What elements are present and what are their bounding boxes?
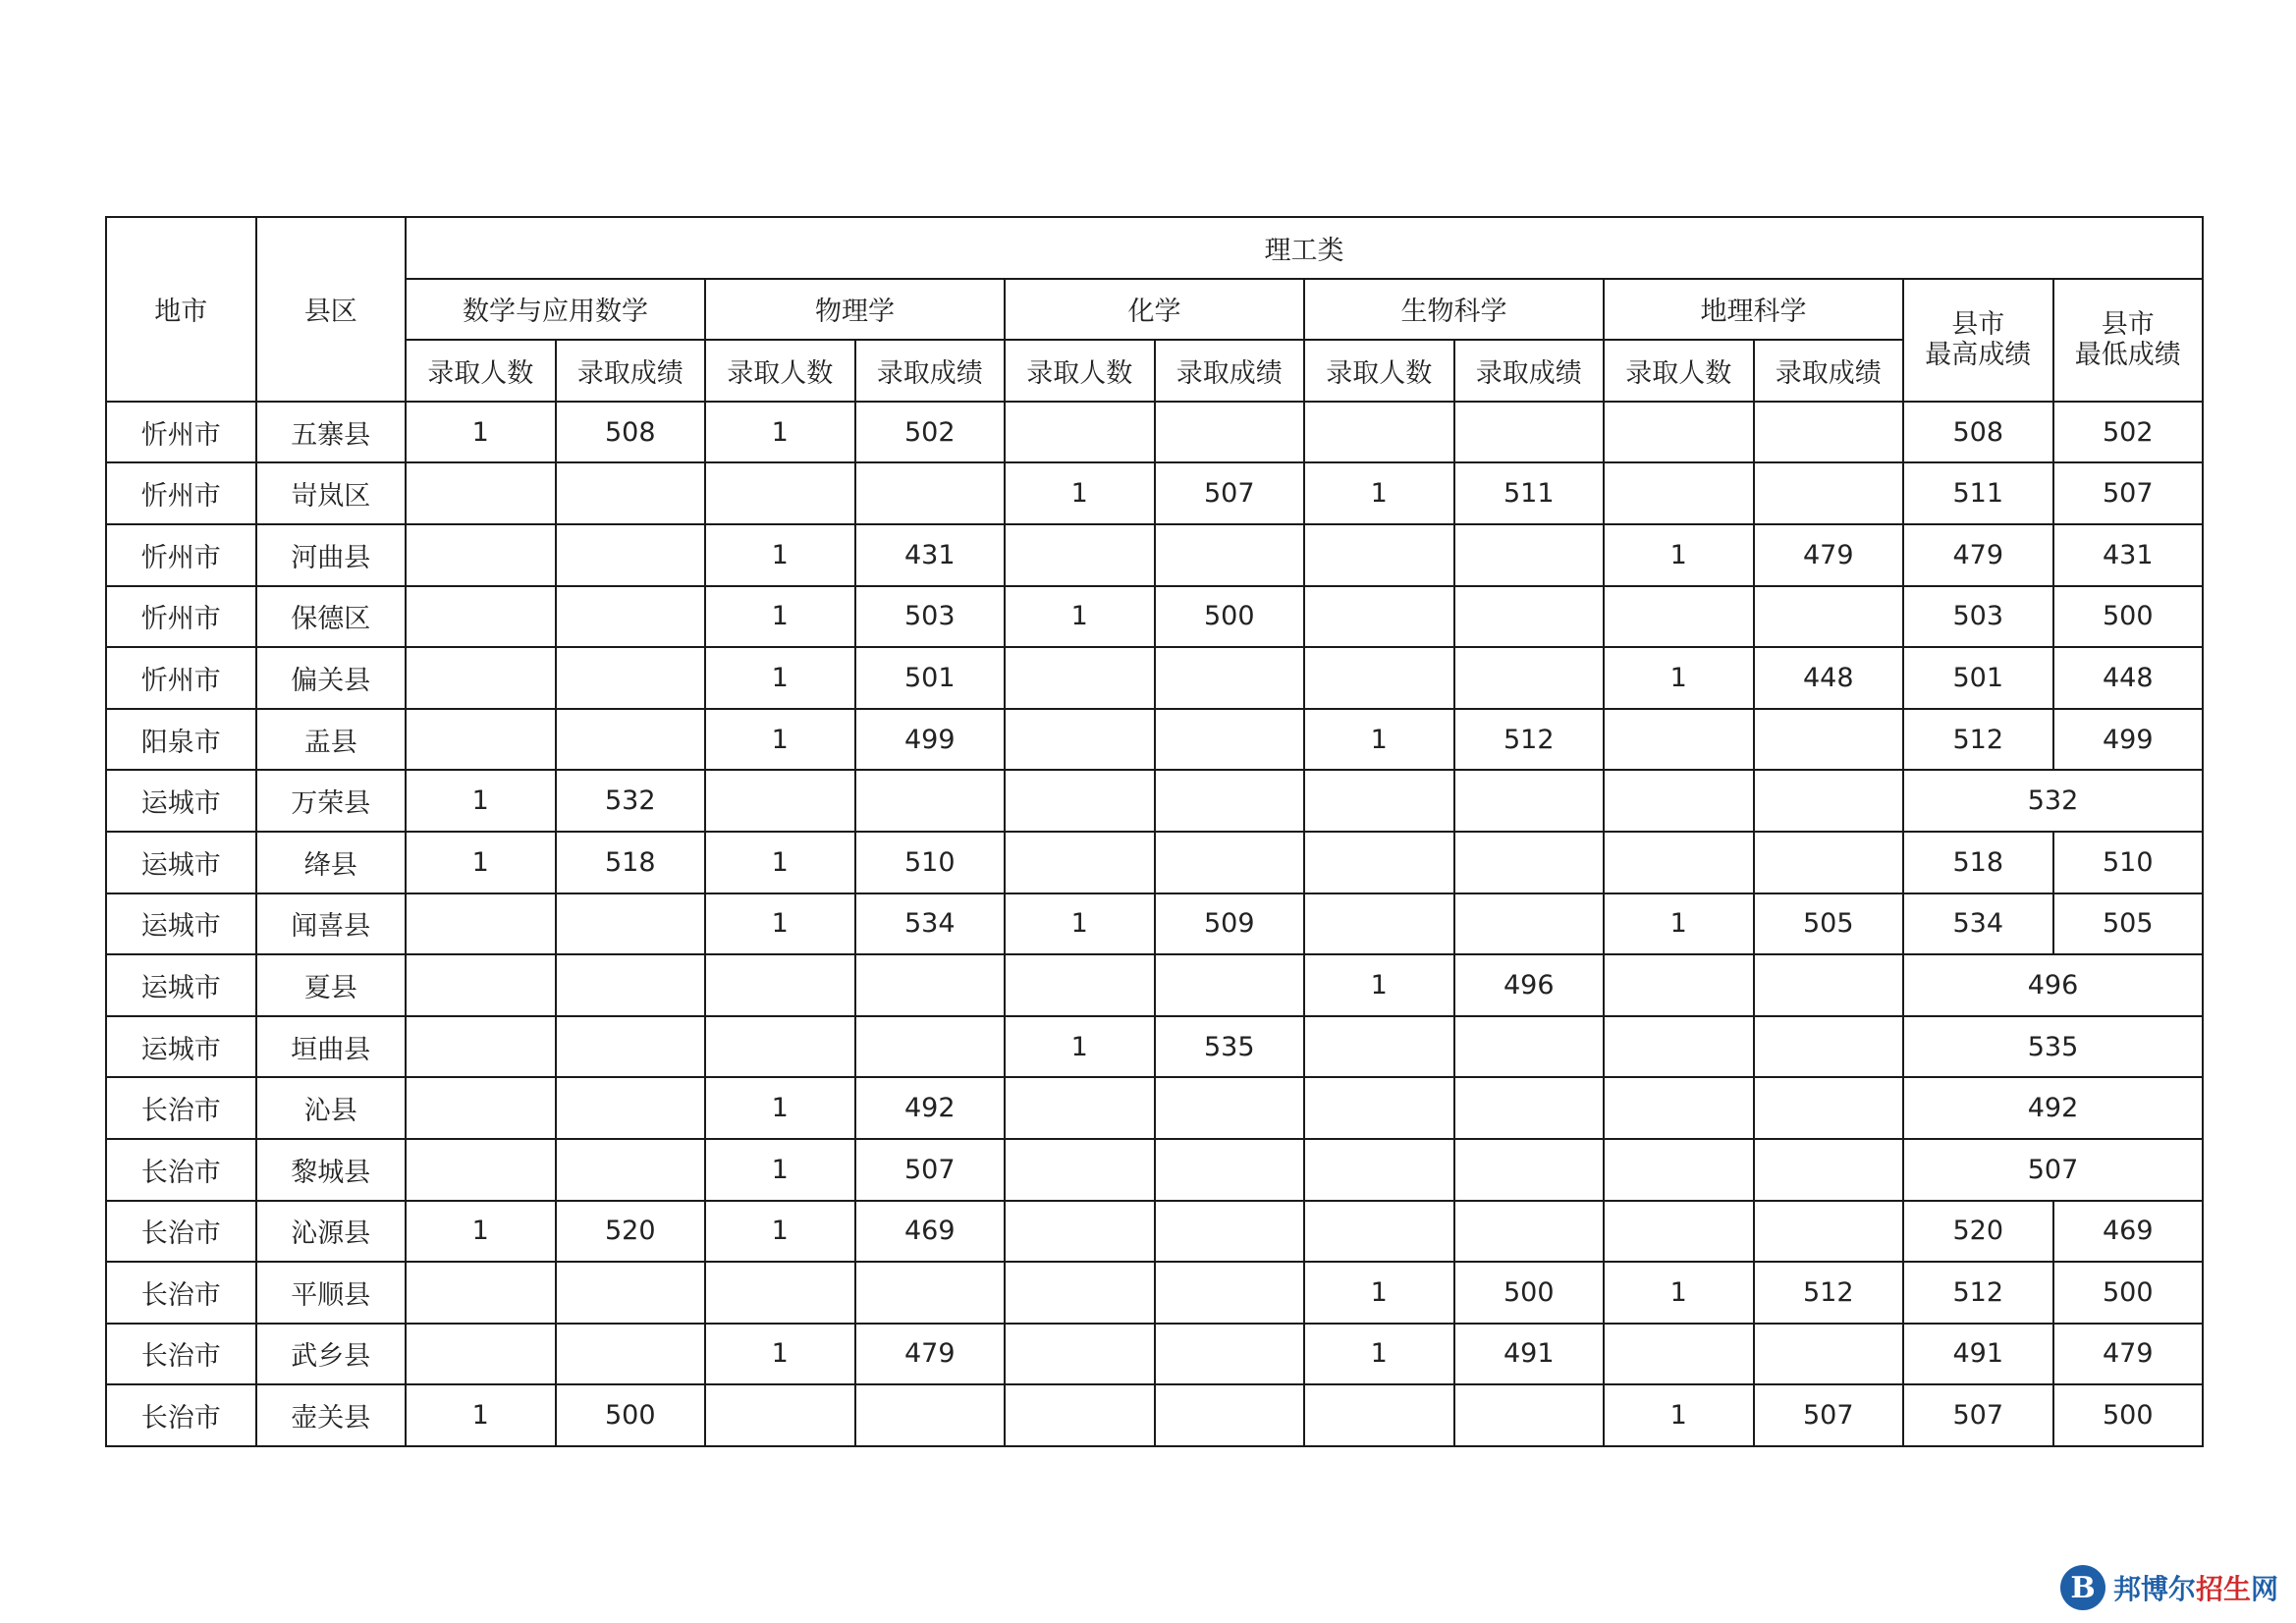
score-cell xyxy=(556,1016,706,1078)
county-max-cell: 507 xyxy=(1903,1384,2053,1446)
score-cell xyxy=(1454,1139,1605,1201)
count-cell xyxy=(1304,647,1454,709)
score-cell xyxy=(1754,709,1904,771)
count-cell xyxy=(406,462,556,524)
header-score: 录取成绩 xyxy=(556,340,706,402)
header-major-physics: 物理学 xyxy=(705,279,1005,341)
score-cell: 518 xyxy=(556,832,706,893)
score-cell xyxy=(1454,1077,1605,1139)
count-cell xyxy=(1304,402,1454,463)
score-cell xyxy=(556,893,706,955)
count-cell xyxy=(1005,1262,1155,1324)
county-max-cell: 534 xyxy=(1903,893,2053,955)
count-cell xyxy=(406,893,556,955)
count-cell xyxy=(1304,586,1454,648)
admission-table xyxy=(105,216,2204,1447)
count-cell xyxy=(1304,893,1454,955)
district-cell: 绛县 xyxy=(256,832,407,893)
county-score-merged-cell: 532 xyxy=(1903,770,2203,832)
score-cell: 479 xyxy=(1754,524,1904,586)
score-cell xyxy=(1454,586,1605,648)
city-cell: 忻州市 xyxy=(106,524,256,586)
score-cell xyxy=(556,709,706,771)
district-cell: 武乡县 xyxy=(256,1324,407,1385)
score-cell: 500 xyxy=(556,1384,706,1446)
count-cell xyxy=(406,1016,556,1078)
table-row xyxy=(106,1384,2203,1446)
count-cell: 1 xyxy=(705,1201,855,1263)
district-cell: 壶关县 xyxy=(256,1384,407,1446)
count-cell: 1 xyxy=(705,1324,855,1385)
score-cell xyxy=(1454,1016,1605,1078)
score-cell: 511 xyxy=(1454,462,1605,524)
table-row xyxy=(106,1139,2203,1201)
count-cell xyxy=(1304,524,1454,586)
district-cell: 垣曲县 xyxy=(256,1016,407,1078)
district-cell: 偏关县 xyxy=(256,647,407,709)
county-min-cell: 510 xyxy=(2053,832,2204,893)
score-cell xyxy=(855,954,1006,1016)
score-cell: 512 xyxy=(1454,709,1605,771)
count-cell: 1 xyxy=(406,1384,556,1446)
site-name xyxy=(2113,1568,2278,1607)
site-logo-icon: B xyxy=(2060,1565,2105,1610)
count-cell xyxy=(1005,402,1155,463)
county-max-cell: 518 xyxy=(1903,832,2053,893)
table-row xyxy=(106,1262,2203,1324)
count-cell xyxy=(1604,832,1754,893)
county-min-cell: 507 xyxy=(2053,462,2204,524)
score-cell xyxy=(1454,402,1605,463)
table-row xyxy=(106,893,2203,955)
county-score-merged-cell: 496 xyxy=(1903,954,2203,1016)
header-score: 录取成绩 xyxy=(1155,340,1305,402)
score-cell xyxy=(855,1262,1006,1324)
count-cell: 1 xyxy=(705,647,855,709)
score-cell xyxy=(1155,402,1305,463)
district-cell: 五寨县 xyxy=(256,402,407,463)
table-row xyxy=(106,1201,2203,1263)
count-cell: 1 xyxy=(1604,893,1754,955)
score-cell xyxy=(556,954,706,1016)
score-cell: 491 xyxy=(1454,1324,1605,1385)
score-cell: 501 xyxy=(855,647,1006,709)
count-cell: 1 xyxy=(705,586,855,648)
score-cell xyxy=(556,586,706,648)
score-cell: 479 xyxy=(855,1324,1006,1385)
county-max-cell: 479 xyxy=(1903,524,2053,586)
score-cell xyxy=(556,462,706,524)
district-cell: 万荣县 xyxy=(256,770,407,832)
district-cell: 黎城县 xyxy=(256,1139,407,1201)
count-cell xyxy=(1304,1077,1454,1139)
score-cell: 505 xyxy=(1754,893,1904,955)
score-cell: 510 xyxy=(855,832,1006,893)
score-cell xyxy=(556,1139,706,1201)
score-cell xyxy=(1754,1201,1904,1263)
score-cell xyxy=(855,1016,1006,1078)
district-cell: 河曲县 xyxy=(256,524,407,586)
county-max-cell: 511 xyxy=(1903,462,2053,524)
count-cell xyxy=(406,954,556,1016)
district-cell: 沁源县 xyxy=(256,1201,407,1263)
count-cell xyxy=(1005,770,1155,832)
header-county-min-line1: 县市 xyxy=(2101,309,2155,341)
district-cell: 平顺县 xyxy=(256,1262,407,1324)
table-row xyxy=(106,402,2203,463)
city-cell: 阳泉市 xyxy=(106,709,256,771)
count-cell xyxy=(1604,1016,1754,1078)
score-cell xyxy=(1155,1324,1305,1385)
count-cell xyxy=(705,1262,855,1324)
score-cell xyxy=(1155,954,1305,1016)
header-count: 录取人数 xyxy=(1604,340,1754,402)
count-cell xyxy=(1604,954,1754,1016)
score-cell xyxy=(1155,770,1305,832)
count-cell: 1 xyxy=(1604,1262,1754,1324)
city-cell: 长治市 xyxy=(106,1324,256,1385)
header-county-min xyxy=(2053,279,2204,402)
count-cell xyxy=(1005,954,1155,1016)
score-cell xyxy=(556,524,706,586)
city-cell: 运城市 xyxy=(106,770,256,832)
table-row xyxy=(106,770,2203,832)
count-cell xyxy=(1604,709,1754,771)
count-cell xyxy=(1005,832,1155,893)
site-name-part2: 招生 xyxy=(2196,1573,2252,1605)
count-cell: 1 xyxy=(1604,524,1754,586)
score-cell xyxy=(1454,832,1605,893)
score-cell xyxy=(1155,832,1305,893)
header-major-geography: 地理科学 xyxy=(1604,279,1903,341)
score-cell: 507 xyxy=(1754,1384,1904,1446)
count-cell xyxy=(1304,1016,1454,1078)
score-cell xyxy=(1454,770,1605,832)
score-cell xyxy=(1454,1201,1605,1263)
table-row xyxy=(106,524,2203,586)
city-cell: 长治市 xyxy=(106,1262,256,1324)
count-cell xyxy=(1604,1139,1754,1201)
district-cell: 夏县 xyxy=(256,954,407,1016)
count-cell xyxy=(1005,709,1155,771)
district-cell: 闻喜县 xyxy=(256,893,407,955)
score-cell xyxy=(1754,832,1904,893)
count-cell: 1 xyxy=(1304,954,1454,1016)
county-min-cell: 469 xyxy=(2053,1201,2204,1263)
score-cell: 503 xyxy=(855,586,1006,648)
score-cell xyxy=(1454,524,1605,586)
header-county-min-line2: 最低成绩 xyxy=(2074,340,2181,371)
site-watermark xyxy=(2060,1563,2278,1612)
score-cell xyxy=(1155,647,1305,709)
count-cell xyxy=(705,770,855,832)
count-cell xyxy=(406,647,556,709)
count-cell: 1 xyxy=(705,709,855,771)
header-count: 录取人数 xyxy=(705,340,855,402)
score-cell xyxy=(1155,1262,1305,1324)
county-max-cell: 503 xyxy=(1903,586,2053,648)
score-cell xyxy=(855,770,1006,832)
count-cell xyxy=(705,1384,855,1446)
table-row xyxy=(106,462,2203,524)
score-cell xyxy=(1754,462,1904,524)
score-cell: 496 xyxy=(1454,954,1605,1016)
count-cell: 1 xyxy=(705,524,855,586)
score-cell xyxy=(1754,1139,1904,1201)
count-cell: 1 xyxy=(705,1139,855,1201)
score-cell: 502 xyxy=(855,402,1006,463)
count-cell: 1 xyxy=(1604,1384,1754,1446)
score-cell xyxy=(855,462,1006,524)
city-cell: 运城市 xyxy=(106,1016,256,1078)
count-cell xyxy=(1304,832,1454,893)
city-cell: 忻州市 xyxy=(106,647,256,709)
table-row xyxy=(106,709,2203,771)
county-min-cell: 500 xyxy=(2053,1384,2204,1446)
score-cell xyxy=(1155,1139,1305,1201)
score-cell: 508 xyxy=(556,402,706,463)
city-cell: 长治市 xyxy=(106,1201,256,1263)
score-cell xyxy=(556,1324,706,1385)
header-major-biology: 生物科学 xyxy=(1304,279,1604,341)
city-cell: 运城市 xyxy=(106,832,256,893)
city-cell: 忻州市 xyxy=(106,402,256,463)
score-cell: 469 xyxy=(855,1201,1006,1263)
county-score-merged-cell: 535 xyxy=(1903,1016,2203,1078)
county-max-cell: 520 xyxy=(1903,1201,2053,1263)
count-cell xyxy=(1604,1077,1754,1139)
count-cell xyxy=(1604,1324,1754,1385)
site-name-part1: 邦博尔 xyxy=(2113,1573,2197,1605)
county-max-cell: 512 xyxy=(1903,1262,2053,1324)
score-cell: 431 xyxy=(855,524,1006,586)
score-cell xyxy=(1155,1077,1305,1139)
county-score-merged-cell: 492 xyxy=(1903,1077,2203,1139)
count-cell xyxy=(705,954,855,1016)
score-cell xyxy=(1155,1384,1305,1446)
score-cell: 448 xyxy=(1754,647,1904,709)
city-cell: 长治市 xyxy=(106,1139,256,1201)
count-cell xyxy=(1604,402,1754,463)
header-score: 录取成绩 xyxy=(1754,340,1904,402)
score-cell xyxy=(556,647,706,709)
city-cell: 长治市 xyxy=(106,1384,256,1446)
header-county-max-line1: 县市 xyxy=(1951,309,2005,341)
count-cell xyxy=(1005,524,1155,586)
count-cell: 1 xyxy=(1304,1262,1454,1324)
count-cell xyxy=(1005,1201,1155,1263)
header-county-max xyxy=(1903,279,2053,402)
county-max-cell: 501 xyxy=(1903,647,2053,709)
count-cell xyxy=(705,462,855,524)
count-cell xyxy=(1005,647,1155,709)
score-cell: 507 xyxy=(855,1139,1006,1201)
count-cell: 1 xyxy=(1604,647,1754,709)
county-min-cell: 500 xyxy=(2053,586,2204,648)
score-cell: 509 xyxy=(1155,893,1305,955)
table-row xyxy=(106,1324,2203,1385)
score-cell xyxy=(1754,770,1904,832)
count-cell xyxy=(406,1262,556,1324)
count-cell: 1 xyxy=(406,1201,556,1263)
score-cell: 532 xyxy=(556,770,706,832)
count-cell: 1 xyxy=(406,770,556,832)
county-min-cell: 431 xyxy=(2053,524,2204,586)
count-cell xyxy=(1604,1201,1754,1263)
header-count: 录取人数 xyxy=(1005,340,1155,402)
score-cell: 512 xyxy=(1754,1262,1904,1324)
count-cell: 1 xyxy=(1304,1324,1454,1385)
score-cell xyxy=(1754,954,1904,1016)
score-cell xyxy=(1754,1077,1904,1139)
score-cell xyxy=(556,1262,706,1324)
city-cell: 忻州市 xyxy=(106,586,256,648)
county-min-cell: 448 xyxy=(2053,647,2204,709)
score-cell xyxy=(1454,1384,1605,1446)
table-body xyxy=(106,402,2203,1446)
city-cell: 运城市 xyxy=(106,954,256,1016)
district-cell: 盂县 xyxy=(256,709,407,771)
count-cell xyxy=(1304,770,1454,832)
count-cell: 1 xyxy=(705,893,855,955)
score-cell xyxy=(1155,1201,1305,1263)
table-row xyxy=(106,586,2203,648)
score-cell: 500 xyxy=(1155,586,1305,648)
header-count: 录取人数 xyxy=(1304,340,1454,402)
count-cell xyxy=(1304,1201,1454,1263)
score-cell: 492 xyxy=(855,1077,1006,1139)
header-major-math: 数学与应用数学 xyxy=(406,279,705,341)
score-cell: 535 xyxy=(1155,1016,1305,1078)
score-cell xyxy=(1454,647,1605,709)
count-cell: 1 xyxy=(1304,709,1454,771)
county-max-cell: 491 xyxy=(1903,1324,2053,1385)
score-cell xyxy=(1754,1016,1904,1078)
table-row xyxy=(106,954,2203,1016)
district-cell: 保德区 xyxy=(256,586,407,648)
count-cell: 1 xyxy=(705,1077,855,1139)
count-cell xyxy=(1604,586,1754,648)
count-cell xyxy=(705,1016,855,1078)
city-cell: 忻州市 xyxy=(106,462,256,524)
table-row xyxy=(106,647,2203,709)
count-cell xyxy=(1304,1139,1454,1201)
score-cell xyxy=(1754,586,1904,648)
header-count: 录取人数 xyxy=(406,340,556,402)
header-city: 地市 xyxy=(106,217,256,402)
count-cell: 1 xyxy=(1005,586,1155,648)
count-cell xyxy=(406,709,556,771)
table-row xyxy=(106,1016,2203,1078)
table-row xyxy=(106,1077,2203,1139)
count-cell xyxy=(406,1077,556,1139)
header-score: 录取成绩 xyxy=(855,340,1006,402)
count-cell xyxy=(1005,1324,1155,1385)
county-min-cell: 500 xyxy=(2053,1262,2204,1324)
score-cell: 500 xyxy=(1454,1262,1605,1324)
county-min-cell: 505 xyxy=(2053,893,2204,955)
count-cell xyxy=(1304,1384,1454,1446)
score-cell xyxy=(1454,893,1605,955)
score-cell xyxy=(1754,402,1904,463)
score-cell xyxy=(556,1077,706,1139)
count-cell: 1 xyxy=(1005,893,1155,955)
count-cell xyxy=(406,1324,556,1385)
score-cell xyxy=(1754,1324,1904,1385)
county-score-merged-cell: 507 xyxy=(1903,1139,2203,1201)
county-max-cell: 512 xyxy=(1903,709,2053,771)
score-cell xyxy=(1155,709,1305,771)
county-min-cell: 499 xyxy=(2053,709,2204,771)
count-cell xyxy=(406,524,556,586)
score-cell xyxy=(1155,524,1305,586)
city-cell: 运城市 xyxy=(106,893,256,955)
county-min-cell: 479 xyxy=(2053,1324,2204,1385)
count-cell xyxy=(406,586,556,648)
county-min-cell: 502 xyxy=(2053,402,2204,463)
count-cell xyxy=(1604,462,1754,524)
header-major-chemistry: 化学 xyxy=(1005,279,1304,341)
county-max-cell: 508 xyxy=(1903,402,2053,463)
count-cell: 1 xyxy=(406,832,556,893)
table-row xyxy=(106,832,2203,893)
count-cell: 1 xyxy=(705,402,855,463)
score-cell: 520 xyxy=(556,1201,706,1263)
count-cell xyxy=(1005,1077,1155,1139)
count-cell: 1 xyxy=(1304,462,1454,524)
score-cell: 499 xyxy=(855,709,1006,771)
header-score: 录取成绩 xyxy=(1454,340,1605,402)
count-cell: 1 xyxy=(406,402,556,463)
header-district: 县区 xyxy=(256,217,407,402)
count-cell xyxy=(1005,1384,1155,1446)
header-category: 理工类 xyxy=(406,217,2203,279)
count-cell xyxy=(1005,1139,1155,1201)
score-cell: 507 xyxy=(1155,462,1305,524)
count-cell xyxy=(406,1139,556,1201)
count-cell: 1 xyxy=(1005,462,1155,524)
score-cell: 534 xyxy=(855,893,1006,955)
score-cell xyxy=(855,1384,1006,1446)
city-cell: 长治市 xyxy=(106,1077,256,1139)
count-cell: 1 xyxy=(705,832,855,893)
district-cell: 沁县 xyxy=(256,1077,407,1139)
count-cell: 1 xyxy=(1005,1016,1155,1078)
district-cell: 岢岚区 xyxy=(256,462,407,524)
header-county-max-line2: 最高成绩 xyxy=(1925,340,2032,371)
count-cell xyxy=(1604,770,1754,832)
site-name-part3: 网 xyxy=(2251,1573,2279,1605)
